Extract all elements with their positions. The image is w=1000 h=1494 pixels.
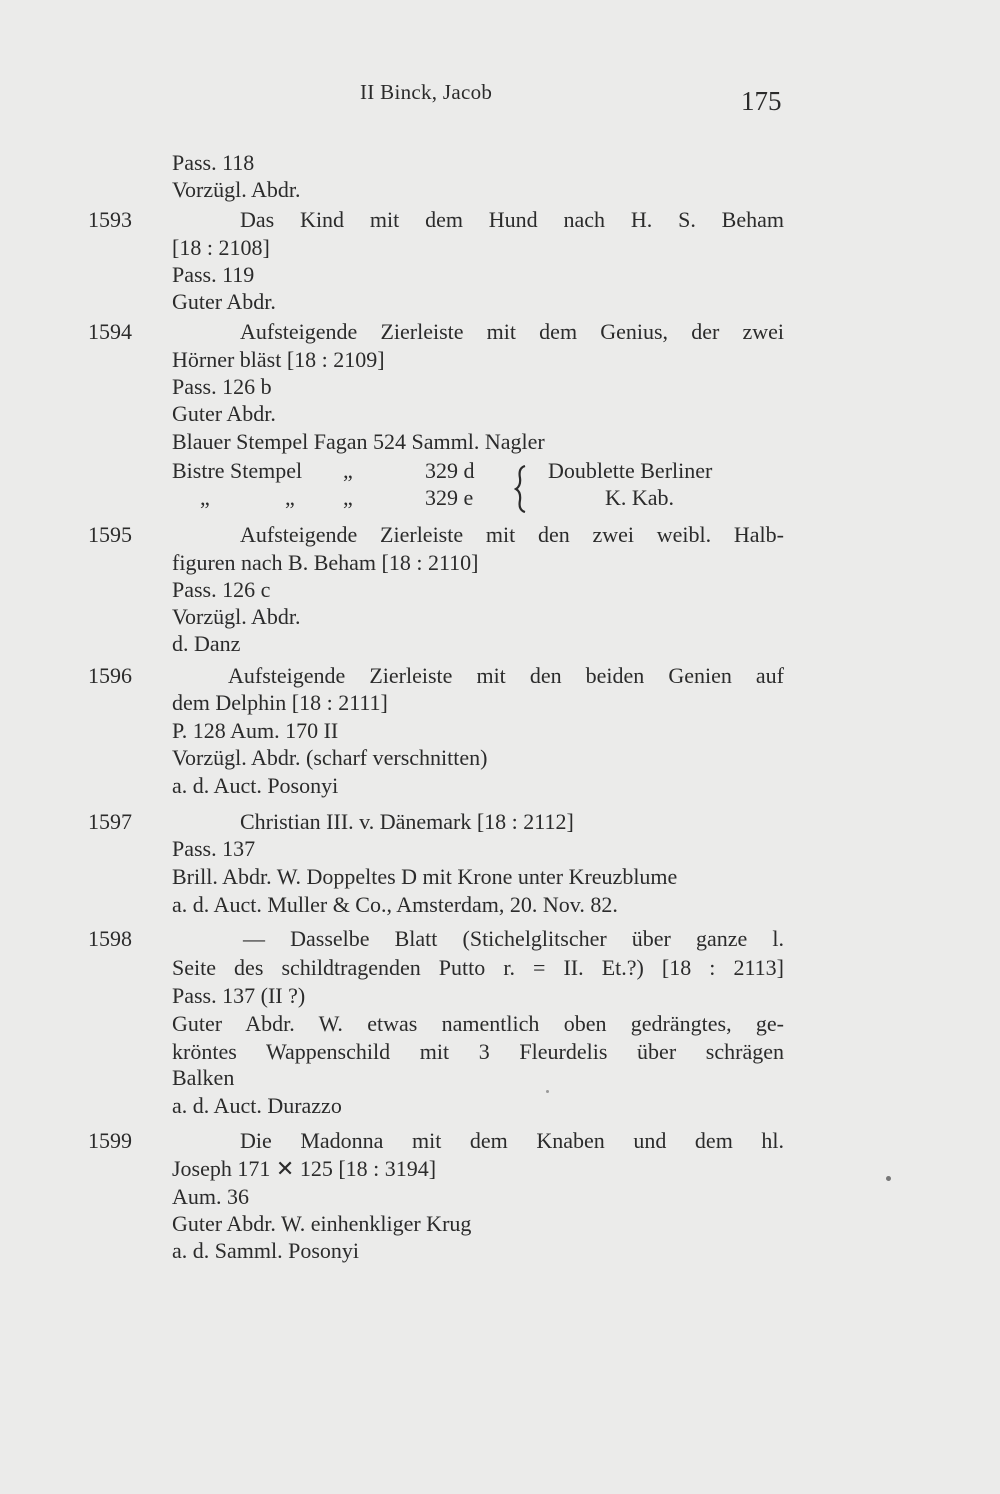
entry-title: Das Kind mit dem Hund nach H. S. Beham [240,207,784,232]
entry-number: 1597 [88,809,132,834]
text-line: d. Danz [172,631,241,656]
text-line: Pass. 137 [172,836,256,861]
text-line: Vorzügl. Abdr. [172,604,301,629]
running-header: II Binck, Jacob [360,80,493,104]
text-line: Vorzügl. Abdr. [172,177,301,202]
text-line: Guter Abdr. [172,401,276,426]
stamp-number: 329 e [425,485,474,510]
entry-title: Die Madonna mit dem Knaben und dem hl. [240,1128,784,1153]
entry-title: Christian III. v. Dänemark [18 : 2112] [240,809,574,834]
text-line: a. d. Samml. Posonyi [172,1238,360,1263]
page-number: 175 [741,86,782,116]
ditto-mark: „ [343,458,353,483]
text-line: Aum. 36 [172,1184,249,1209]
ditto-mark: „ [285,485,295,510]
ditto-mark: „ [343,485,353,510]
entry-title: Aufsteigende Zierleiste mit dem Genius, der zwei [240,319,784,344]
text-line: Balken [172,1065,235,1090]
entry-title: Aufsteigende Zierleiste mit den beiden Genien auf [228,663,784,688]
text-line: Guter Abdr. W. etwas namentlich oben gedrängtes, ge- [172,1011,784,1036]
entry-number: 1598 [88,926,132,951]
text-line: Brill. Abdr. W. Doppeltes D mit Krone unter Kreuzblume [172,864,678,889]
text-line: a. d. Auct. Durazzo [172,1093,342,1118]
text-line: Pass. 126 c [172,577,271,602]
entry-number: 1595 [88,522,132,547]
stamp-note: Doublette Berliner [548,458,713,483]
text-line: [18 : 2108] [172,235,270,260]
text-line: Pass. 119 [172,262,255,287]
entry-title: Aufsteigende Zierleiste mit den zwei weibl. Halb- [240,522,784,547]
entry-number: 1593 [88,207,132,232]
text-line: P. 128 Aum. 170 II [172,718,339,743]
text-line: Guter Abdr. [172,289,276,314]
entry-title: — Dasselbe Blatt (Stichelglitscher über ganze l. [243,926,784,951]
ink-speck [886,1176,891,1181]
entry-number: 1599 [88,1128,132,1153]
text-line: Seite des schildtragenden Putto r. = II. Et.?) [18 : 2113] [172,955,784,980]
text-line: a. d. Auct. Muller & Co., Amsterdam, 20. Nov. 82. [172,892,618,917]
text-line: figuren nach B. Beham [18 : 2110] [172,550,479,575]
text-line: Pass. 118 [172,150,255,175]
entry-number: 1596 [88,663,132,688]
stamp-number: 329 d [425,458,475,483]
text-line: Blauer Stempel Fagan 524 Samml. Nagler [172,429,545,454]
text-line: Guter Abdr. W. einhenkliger Krug [172,1211,472,1236]
text-line: Hörner bläst [18 : 2109] [172,347,385,372]
brace-mark [514,464,528,514]
text-line: a. d. Auct. Posonyi [172,773,339,798]
stamp-note: K. Kab. [605,485,675,510]
entry-number: 1594 [88,319,132,344]
text-line: Vorzügl. Abdr. (scharf verschnitten) [172,745,488,770]
text-line: dem Delphin [18 : 2111] [172,690,388,715]
text-line: kröntes Wappenschild mit 3 Fleurdelis über schrägen [172,1039,784,1064]
text-line: Pass. 126 b [172,374,272,399]
text-line: Joseph 171 ✕ 125 [18 : 3194] [172,1156,437,1181]
stamp-label: Bistre Stempel [172,458,303,483]
text-line: Pass. 137 (II ?) [172,983,306,1008]
ditto-mark: „ [200,485,210,510]
ink-speck [546,1090,549,1093]
